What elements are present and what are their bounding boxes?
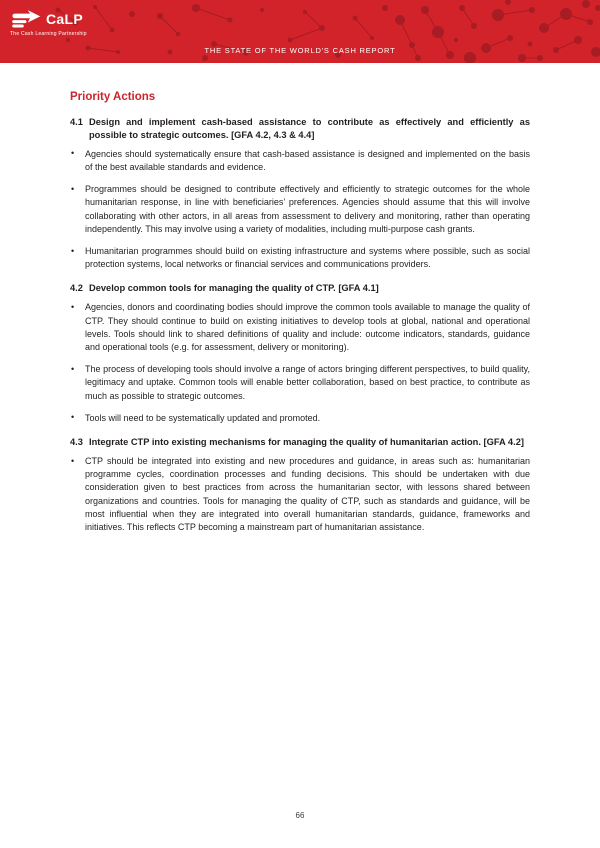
page-number: 66: [295, 811, 305, 820]
page-title: Priority Actions: [70, 91, 156, 103]
report-title: THE STATE OF THE WORLD'S CASH REPORT: [204, 46, 396, 55]
section-number: 4.2: [70, 283, 83, 294]
section-title: Develop common tools for managing the quality of CTP. [GFA 4.1]: [89, 283, 379, 294]
list-item: [70, 245, 530, 271]
section-4-3: [70, 436, 530, 534]
bullet-icon: •: [71, 148, 75, 159]
bullet-text: The process of developing tools should involve a range of actors bringing different perspectives, to build quality, legitimacy and uptake. Common tools will enable better collaboration, based on best practice, to contribute as much as possible to strategic outcomes.: [85, 364, 530, 401]
logo-wordmark: CaLP: [46, 11, 83, 27]
calp-logo: [10, 9, 87, 37]
list-item: [70, 148, 530, 174]
bullet-icon: •: [71, 455, 75, 466]
page-content: [0, 63, 600, 543]
section-heading: [70, 436, 530, 449]
hand-icon: [10, 9, 42, 29]
list-item: [70, 301, 530, 354]
header-band: [0, 0, 600, 63]
section-title: Integrate CTP into existing mechanisms for managing the quality of humanitarian action. [GFA 4.2]: [89, 437, 524, 448]
section-number: 4.1: [70, 116, 83, 127]
bullet-icon: •: [71, 412, 75, 423]
bullet-text: Tools will need to be systematically updated and promoted.: [85, 412, 321, 423]
bullet-text: Agencies, donors and coordinating bodies should improve the common tools available to manage the quality of CTP. They should continue to build on existing initiatives to develop tools at global, national and operational levels. Tools should link to shared definitions of quality and include: outcome indicators, standards, guidance and operational tools (e.g. for assessment, delivery or monitoring).: [85, 302, 530, 353]
logo-tagline: The Cash Learning Partnership: [10, 31, 87, 37]
bullet-icon: •: [71, 301, 75, 312]
bullet-text: Programmes should be designed to contribute effectively and efficiently to strategic outcomes for the whole humanitarian response, in line with beneficiaries’ preferences. Agencies should assume that this will involve collaborating with other actors, in all areas from assessment to delivery and monitoring, rather than operating independently. This may involve using a variety of modalities, including multi-purpose cash grants.: [85, 184, 530, 234]
list-item: [70, 363, 530, 403]
section-4-1: [70, 116, 530, 272]
bullet-text: CTP should be integrated into existing and new procedures and guidance, in areas such as: humanitarian programme cycles, coordination processes and funding decisions. This should be undertaken with due consideration given to best practices from across the humanitarian sector, with lessons shared between organizations and countries. Tools for managing the quality of CTP, such as standards and guidance, will be most influential when they are integrated into overall humanitarian standards, guidance, frameworks and initiatives. This reflects CTP becoming a mainstream part of humanitarian assistance.: [85, 456, 530, 533]
list-item: [70, 455, 530, 534]
list-item: [70, 183, 530, 236]
section-heading: [70, 116, 530, 142]
bullet-text: Humanitarian programmes should build on existing infrastructure and systems where possible, such as social protection systems, local networks or financial services and communications providers.: [85, 246, 530, 270]
bullet-list: [70, 301, 530, 425]
bullet-text: Agencies should systematically ensure that cash-based assistance is designed and implemented on the basis of the best available standards and evidence.: [85, 148, 530, 172]
section-number: 4.3: [70, 437, 83, 448]
section-heading: [70, 282, 530, 295]
section-4-2: [70, 282, 530, 425]
bullet-list: [70, 148, 530, 272]
bullet-icon: •: [71, 363, 75, 374]
bullet-icon: •: [71, 245, 75, 256]
bullet-icon: •: [71, 183, 75, 194]
bullet-list: [70, 455, 530, 534]
list-item: [70, 412, 530, 425]
section-title: Design and implement cash-based assistance to contribute as effectively and efficiently as possible to strategic outcomes. [GFA 4.2, 4.3 & 4.4]: [89, 116, 530, 140]
